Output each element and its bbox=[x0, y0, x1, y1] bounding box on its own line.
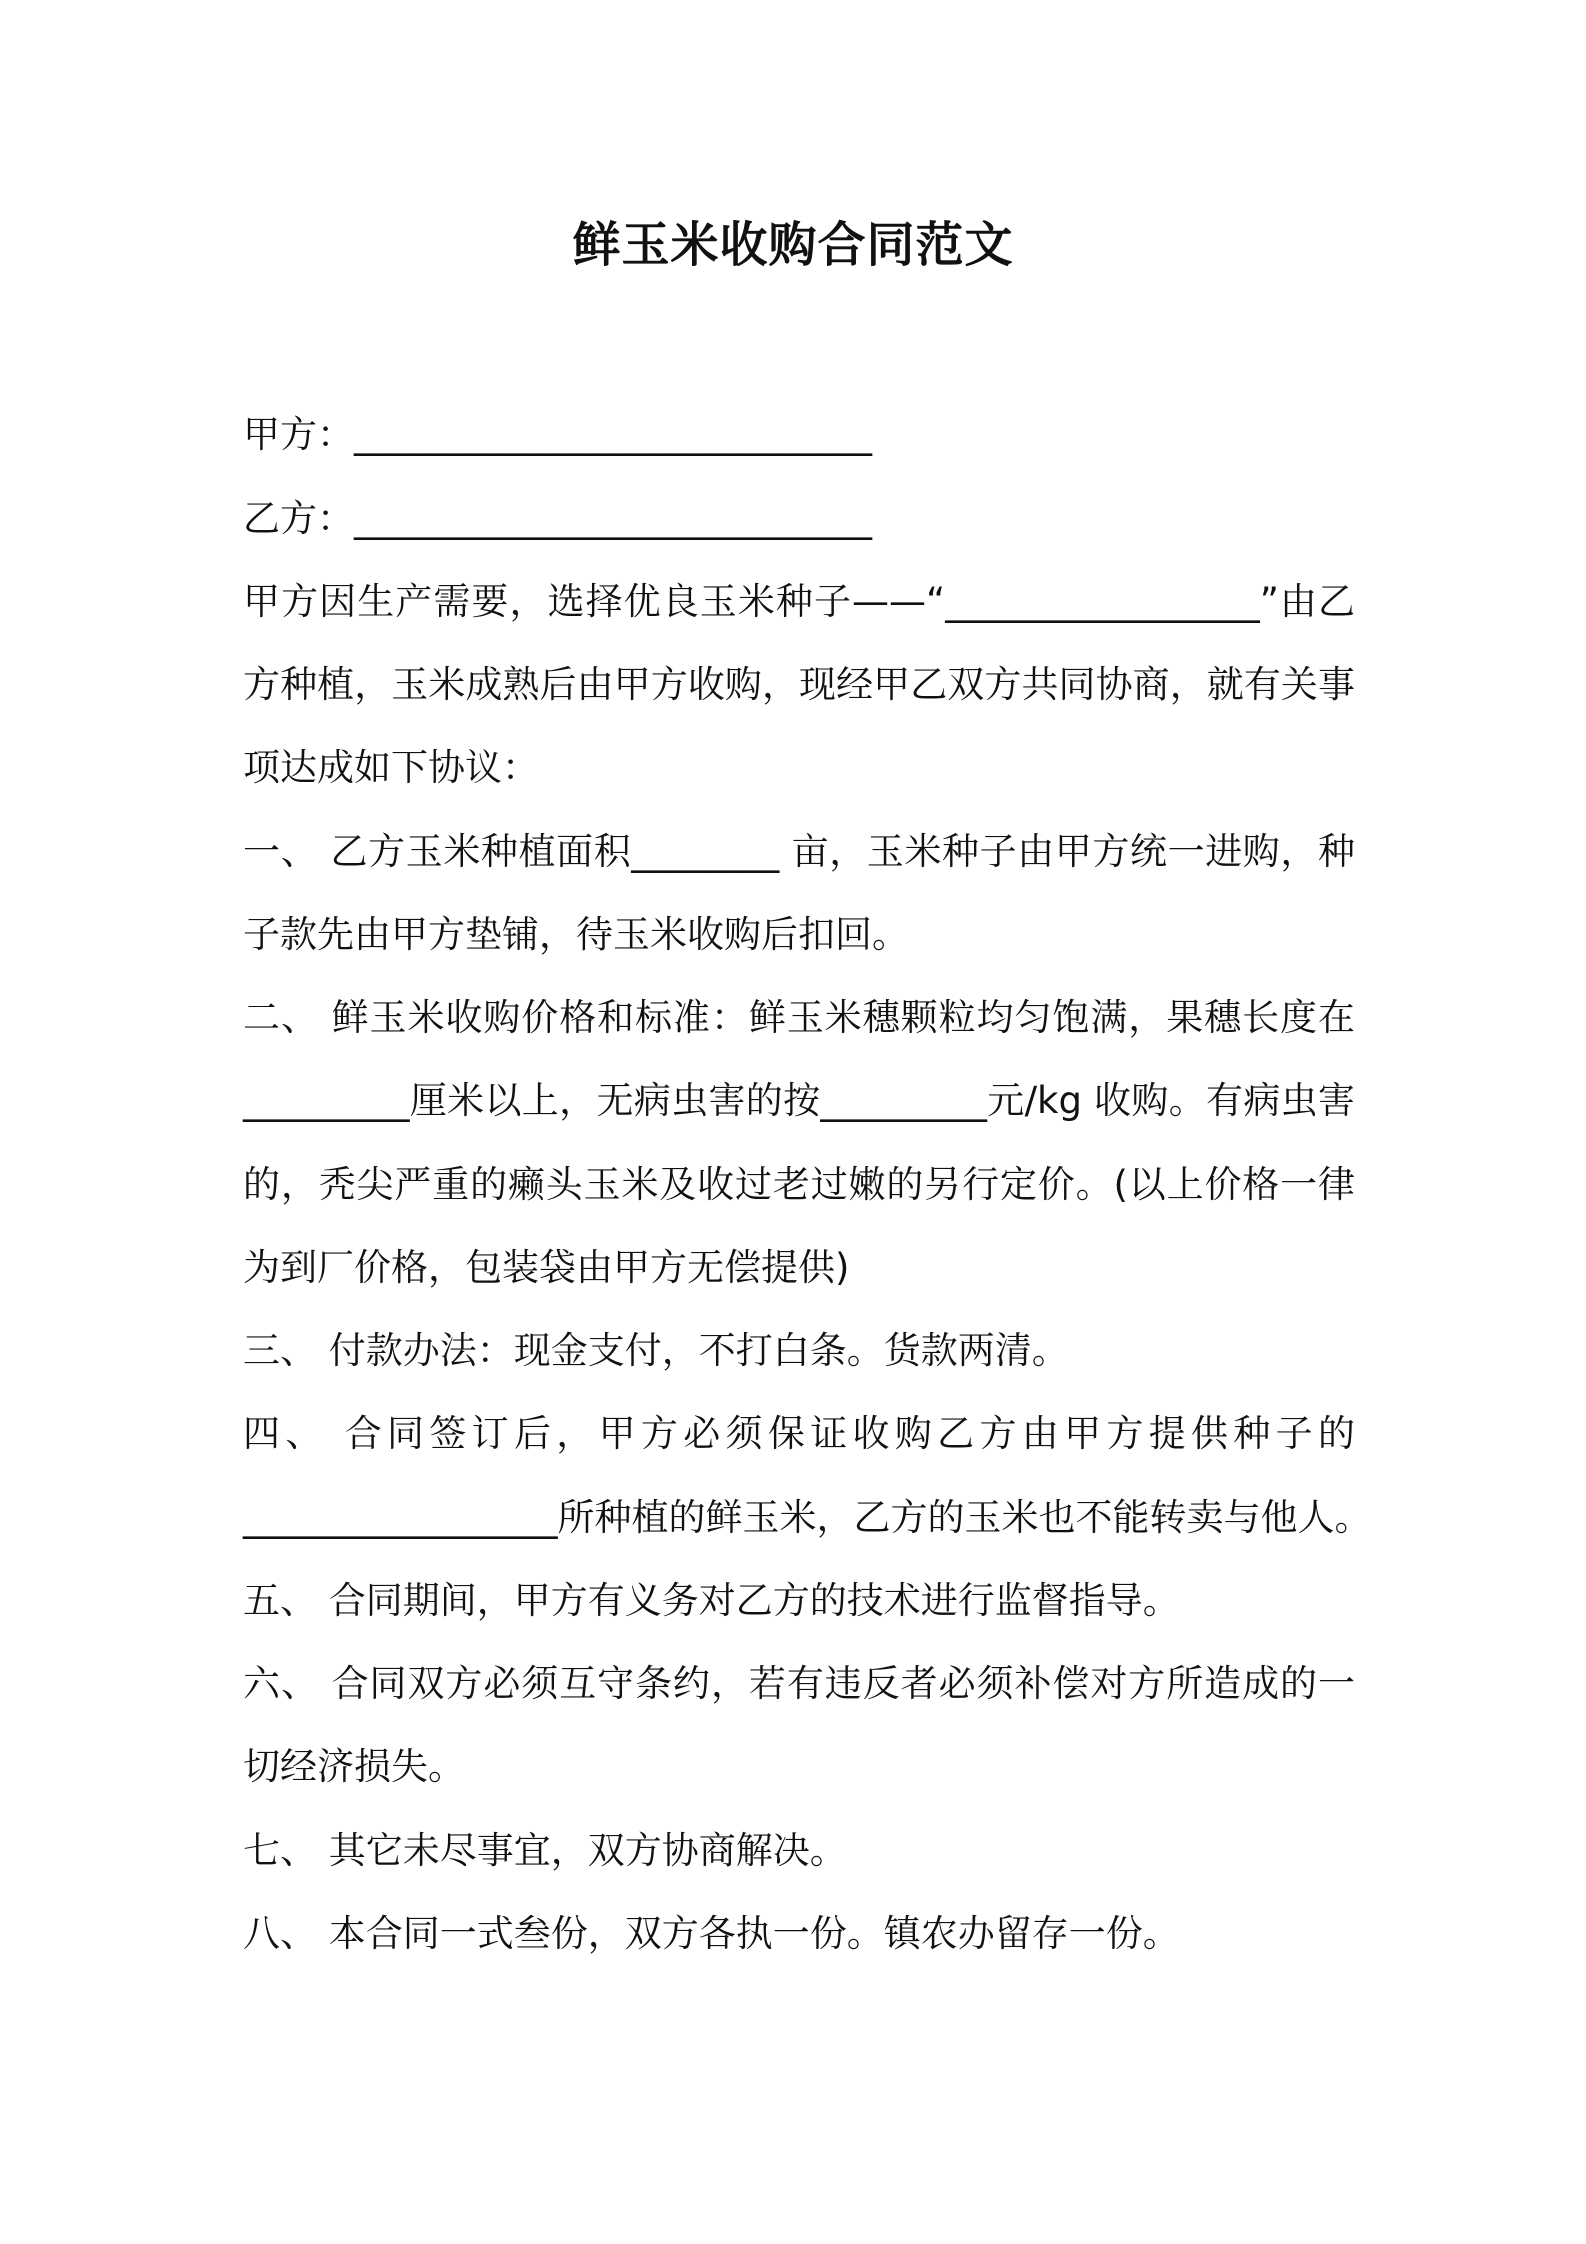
party-a-line: 甲方：____________________________ bbox=[243, 413, 872, 456]
clause-2-line-2: _________厘米以上，无病虫害的按_________元/kg 收购。有病虫害 bbox=[243, 1079, 1355, 1122]
intro-line-1: 甲方因生产需要，选择优良玉米种子——“_________________”由乙 bbox=[243, 580, 1355, 623]
clause-2-line-4: 为到厂价格，包装袋由甲方无偿提供) bbox=[243, 1246, 850, 1289]
clause-2-line-1: 二、 鲜玉米收购价格和标准：鲜玉米穗颗粒均匀饱满，果穗长度在 bbox=[243, 996, 1355, 1039]
clause-2-line-3: 的，秃尖严重的癞头玉米及收过老过嫩的另行定价。(以上价格一律 bbox=[243, 1163, 1355, 1206]
intro-line-3: 项达成如下协议： bbox=[243, 746, 539, 789]
clause-1-line-2: 子款先由甲方垫铺，待玉米收购后扣回。 bbox=[243, 913, 909, 956]
clause-8-line: 八、 本合同一式叁份，双方各执一份。镇农办留存一份。 bbox=[243, 1912, 1180, 1955]
clause-4-line-1: 四、 合同签订后，甲方必须保证收购乙方由甲方提供种子的 bbox=[243, 1412, 1355, 1455]
party-b-line: 乙方：____________________________ bbox=[243, 497, 872, 540]
clause-6-line-2: 切经济损失。 bbox=[243, 1745, 465, 1788]
clause-6-line-1: 六、 合同双方必须互守条约，若有违反者必须补偿对方所造成的一 bbox=[243, 1662, 1355, 1705]
intro-line-2: 方种植，玉米成熟后由甲方收购，现经甲乙双方共同协商，就有关事 bbox=[243, 663, 1355, 706]
document-title: 鲜玉米收购合同范文 bbox=[572, 217, 1014, 273]
clause-7-line: 七、 其它未尽事宜，双方协商解决。 bbox=[243, 1829, 847, 1872]
clause-3-line: 三、 付款办法：现金支付，不打白条。货款两清。 bbox=[243, 1329, 1069, 1372]
clause-5-line: 五、 合同期间，甲方有义务对乙方的技术进行监督指导。 bbox=[243, 1579, 1180, 1622]
clause-4-line-2: _________________所种植的鲜玉米，乙方的玉米也不能转卖与他人。 bbox=[243, 1496, 1372, 1539]
clause-1-line-1: 一、 乙方玉米种植面积________ 亩，玉米种子由甲方统一进购，种 bbox=[243, 830, 1355, 873]
